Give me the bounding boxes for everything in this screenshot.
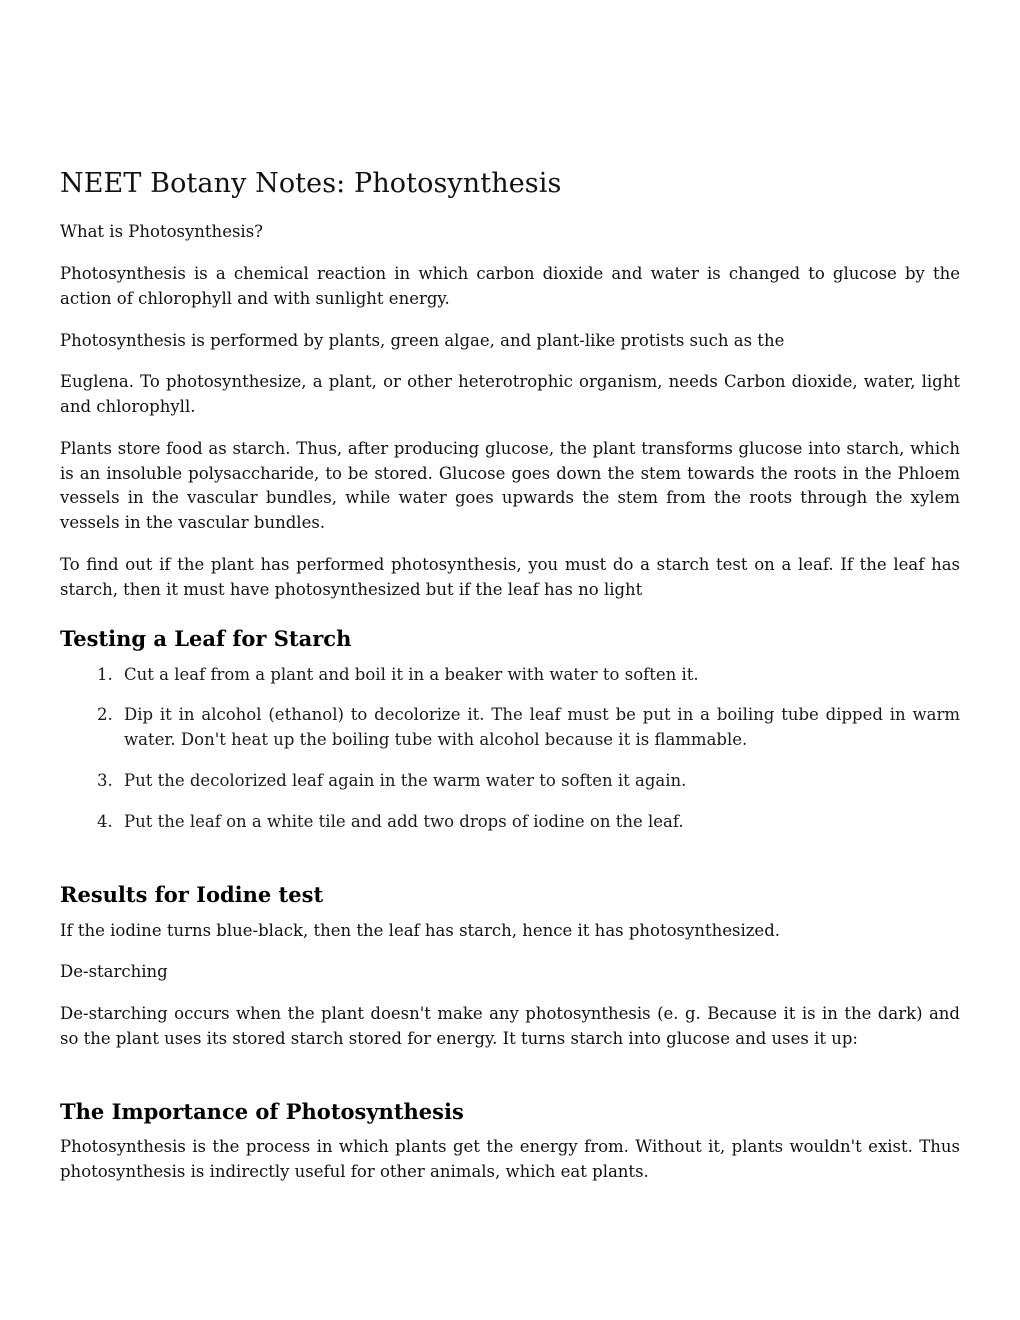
paragraph-requirements: Euglena. To photosynthesize, a plant, or other heterotrophic organism, needs Carbon dioxide, water, light and chlorophyll.: [60, 372, 960, 417]
section-heading-importance: The Importance of Photosynthesis: [60, 1098, 464, 1124]
spacer: [60, 844, 960, 860]
page-title: NEET Botany Notes: Photosynthesis: [60, 168, 562, 199]
list-item: 3. Put the decolorized leaf again in the warm water to soften it again.: [118, 769, 960, 794]
paragraph-starch-test-intro: To find out if the plant has performed photosynthesis, you must do a starch test on a leaf. If the leaf has starch, then it must have photosynthesized but if the leaf has no light: [60, 554, 960, 599]
paragraph-de-starching: De-starching occurs when the plant doesn't make any photosynthesis (e. g. Because it is in the dark) and so the plant uses its stored starch stored for energy. It turns starch into glucose and uses it up:: [60, 1004, 960, 1048]
section-heading-iodine-results: Results for Iodine test: [60, 882, 324, 908]
subheading-de-starching: De-starching: [60, 962, 168, 982]
document-body: [60, 168, 960, 1184]
intro-heading: What is Photosynthesis?: [60, 222, 264, 242]
paragraph-storage: Plants store food as starch. Thus, after producing glucose, the plant transforms glucose into starch, which is an insoluble polysaccharide, to be stored. Glucose goes down the stem towards the roots in the Phloem vessels in the vascular bundles, while water goes upwards the stem from the roots through the xylem vessels in the vascular bundles.: [60, 438, 960, 533]
paragraph-definition: Photosynthesis is a chemical reaction in which carbon dioxide and water is changed to glucose by the action of chlorophyll and with sunlight energy.: [60, 264, 960, 308]
paragraph-importance: Photosynthesis is the process in which plants get the energy from. Without it, plants wouldn't exist. Thus photosynthesis is indirectly useful for other animals, which eat plants.: [60, 1136, 960, 1181]
section-heading-starch-test: Testing a Leaf for Starch: [60, 626, 352, 652]
spacer: [60, 1069, 960, 1077]
list-item: 4. Put the leaf on a white tile and add two drops of iodine on the leaf.: [118, 810, 960, 835]
starch-test-steps: [60, 663, 960, 835]
paragraph-iodine-result: If the iodine turns blue-black, then the leaf has starch, hence it has photosynthesized.: [60, 920, 780, 940]
list-item: 2. Dip it in alcohol (ethanol) to decolorize it. The leaf must be put in a boiling tube dipped in warm water. Don't heat up the boiling tube with alcohol because it is flammable.: [118, 703, 960, 753]
paragraph-performers: Photosynthesis is performed by plants, green algae, and plant-like protists such as the: [60, 330, 785, 350]
list-item: 1. Cut a leaf from a plant and boil it in a beaker with water to soften it.: [118, 663, 960, 688]
